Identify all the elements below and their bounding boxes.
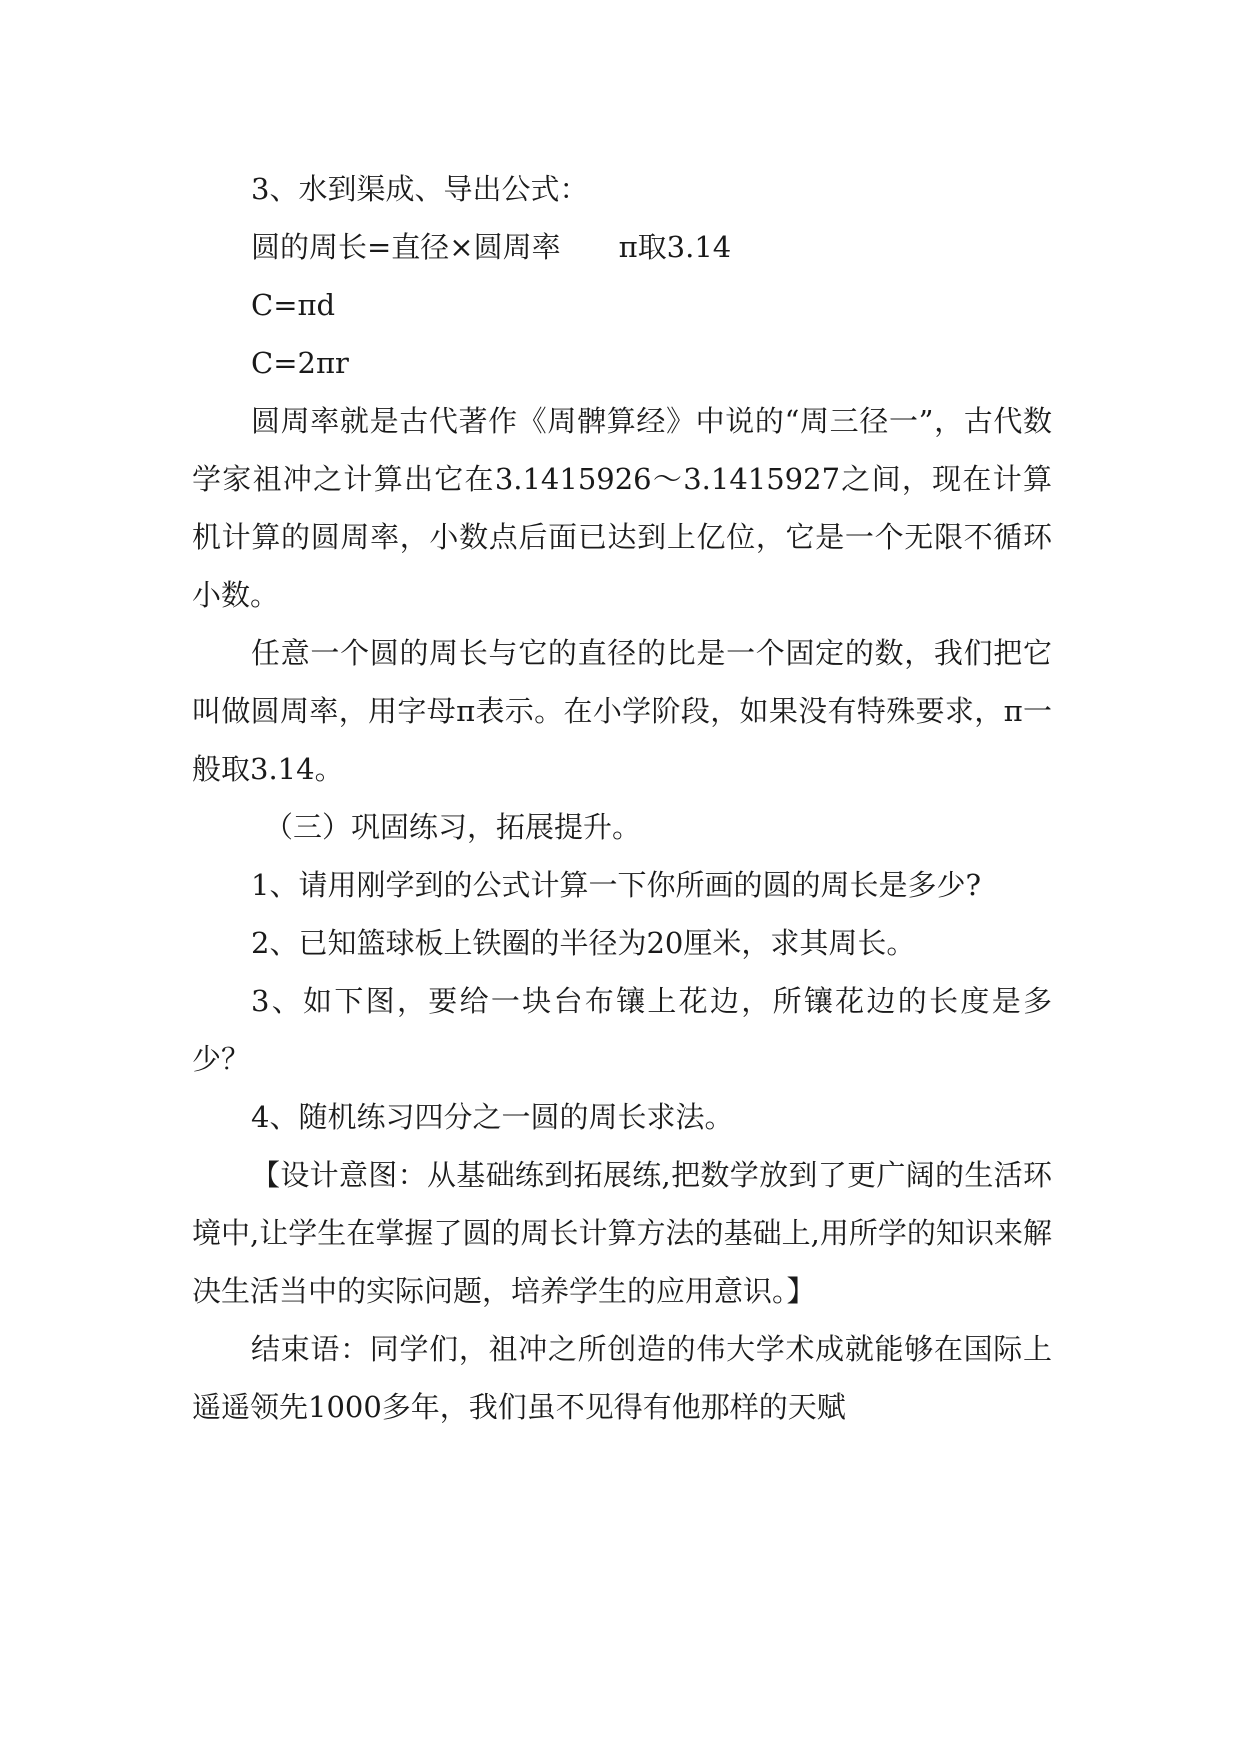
paragraph-formula-diameter: C=πd: [251, 288, 336, 322]
paragraph-design-intent: 【设计意图：从基础练到拓展练,把数学放到了更广阔的生活环境中,让学生在掌握了圆的周长计算方法的基础上,用所学的知识来解决生活当中的实际问题，培养学生的应用意识。】: [192, 1158, 1052, 1308]
document-body: [192, 160, 1052, 1436]
paragraph-formula-radius: C=2πr: [251, 346, 349, 380]
paragraph-exercise-4: 4、随机练习四分之一圆的周长求法。: [251, 1100, 734, 1134]
paragraph-exercise-2: 2、已知篮球板上铁圈的半径为20厘米，求其周长。: [251, 926, 916, 960]
paragraph-exercise-1: 1、请用刚学到的公式计算一下你所画的圆的周长是多少?: [251, 868, 981, 902]
paragraph-formula-heading: 3、水到渠成、导出公式：: [251, 172, 589, 206]
paragraph-formula-words: 圆的周长=直径×圆周率 π取3.14: [251, 230, 732, 264]
paragraph-pi-definition: 任意一个圆的周长与它的直径的比是一个固定的数，我们把它叫做圆周率，用字母π表示。在小学阶段，如果没有特殊要求，π一般取3.14。: [192, 636, 1052, 786]
paragraph-pi-history: 圆周率就是古代著作《周髀算经》中说的“周三径一”，古代数学家祖冲之计算出它在3.1415926～3.1415927之间，现在计算机计算的圆周率，小数点后面已达到上亿位，它是一个无限不循环小数。: [192, 404, 1052, 612]
paragraph-section-heading: （三）巩固练习，拓展提升。: [264, 810, 642, 844]
paragraph-exercise-3: 3、如下图，要给一块台布镶上花边，所镶花边的长度是多少？: [192, 984, 1052, 1076]
paragraph-conclusion: 结束语：同学们，祖冲之所创造的伟大学术成就能够在国际上遥遥领先1000多年，我们虽不见得有他那样的天赋: [192, 1332, 1052, 1424]
